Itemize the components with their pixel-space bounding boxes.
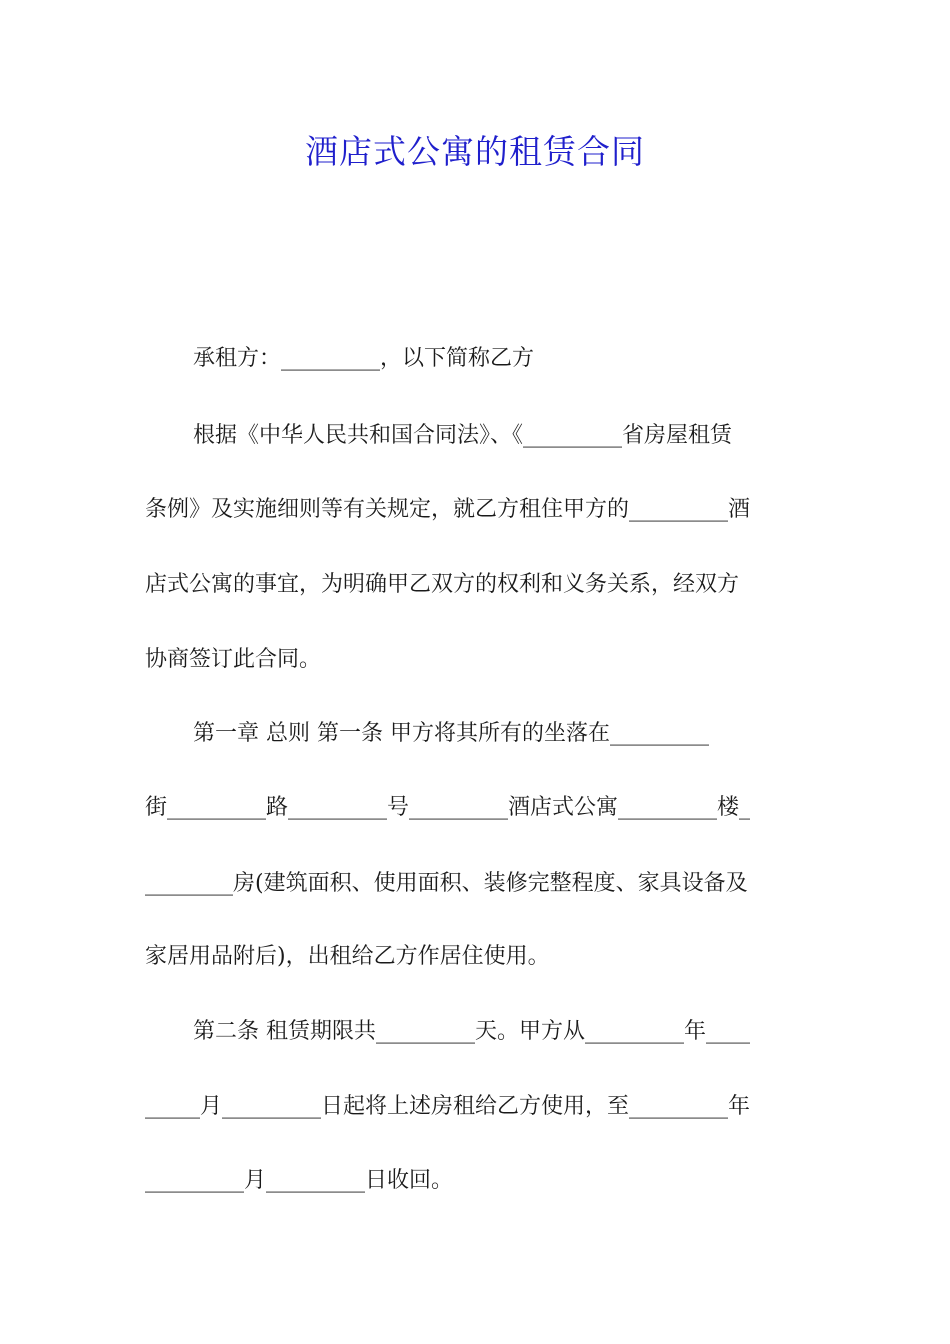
paragraph-line-article1-2: 街_________路_________号_________酒店式公寓_________楼_: [145, 795, 751, 820]
paragraph-line-basis-4: 协商签订此合同。: [145, 647, 322, 672]
paragraph-line-article1-1: 第一章 总则 第一条 甲方将其所有的坐落在_________: [193, 721, 709, 746]
document-title: 酒店式公寓的租赁合同: [305, 132, 645, 171]
paragraph-line-article2-3: _________月_________日收回。: [145, 1168, 454, 1193]
paragraph-line-basis-1: 根据《中华人民共和国合同法》、《_________省房屋租赁: [193, 423, 733, 448]
paragraph-line-lessee: 承租方：_________，以下简称乙方: [193, 346, 535, 371]
paragraph-line-article1-3: ________房(建筑面积、使用面积、装修完整程度、家具设备及: [145, 871, 748, 896]
paragraph-line-article2-2: _____月_________日起将上述房租给乙方使用，至_________年: [145, 1094, 751, 1119]
paragraph-line-basis-2: 条例》及实施细则等有关规定，就乙方租住甲方的_________酒: [145, 497, 751, 522]
paragraph-line-article2-1: 第二条 租赁期限共_________天。甲方从_________年____: [193, 1019, 750, 1044]
paragraph-line-basis-3: 店式公寓的事宜，为明确甲乙双方的权利和义务关系，经双方: [145, 572, 740, 597]
paragraph-line-article1-4: 家居用品附后)，出租给乙方作居住使用。: [145, 944, 550, 969]
